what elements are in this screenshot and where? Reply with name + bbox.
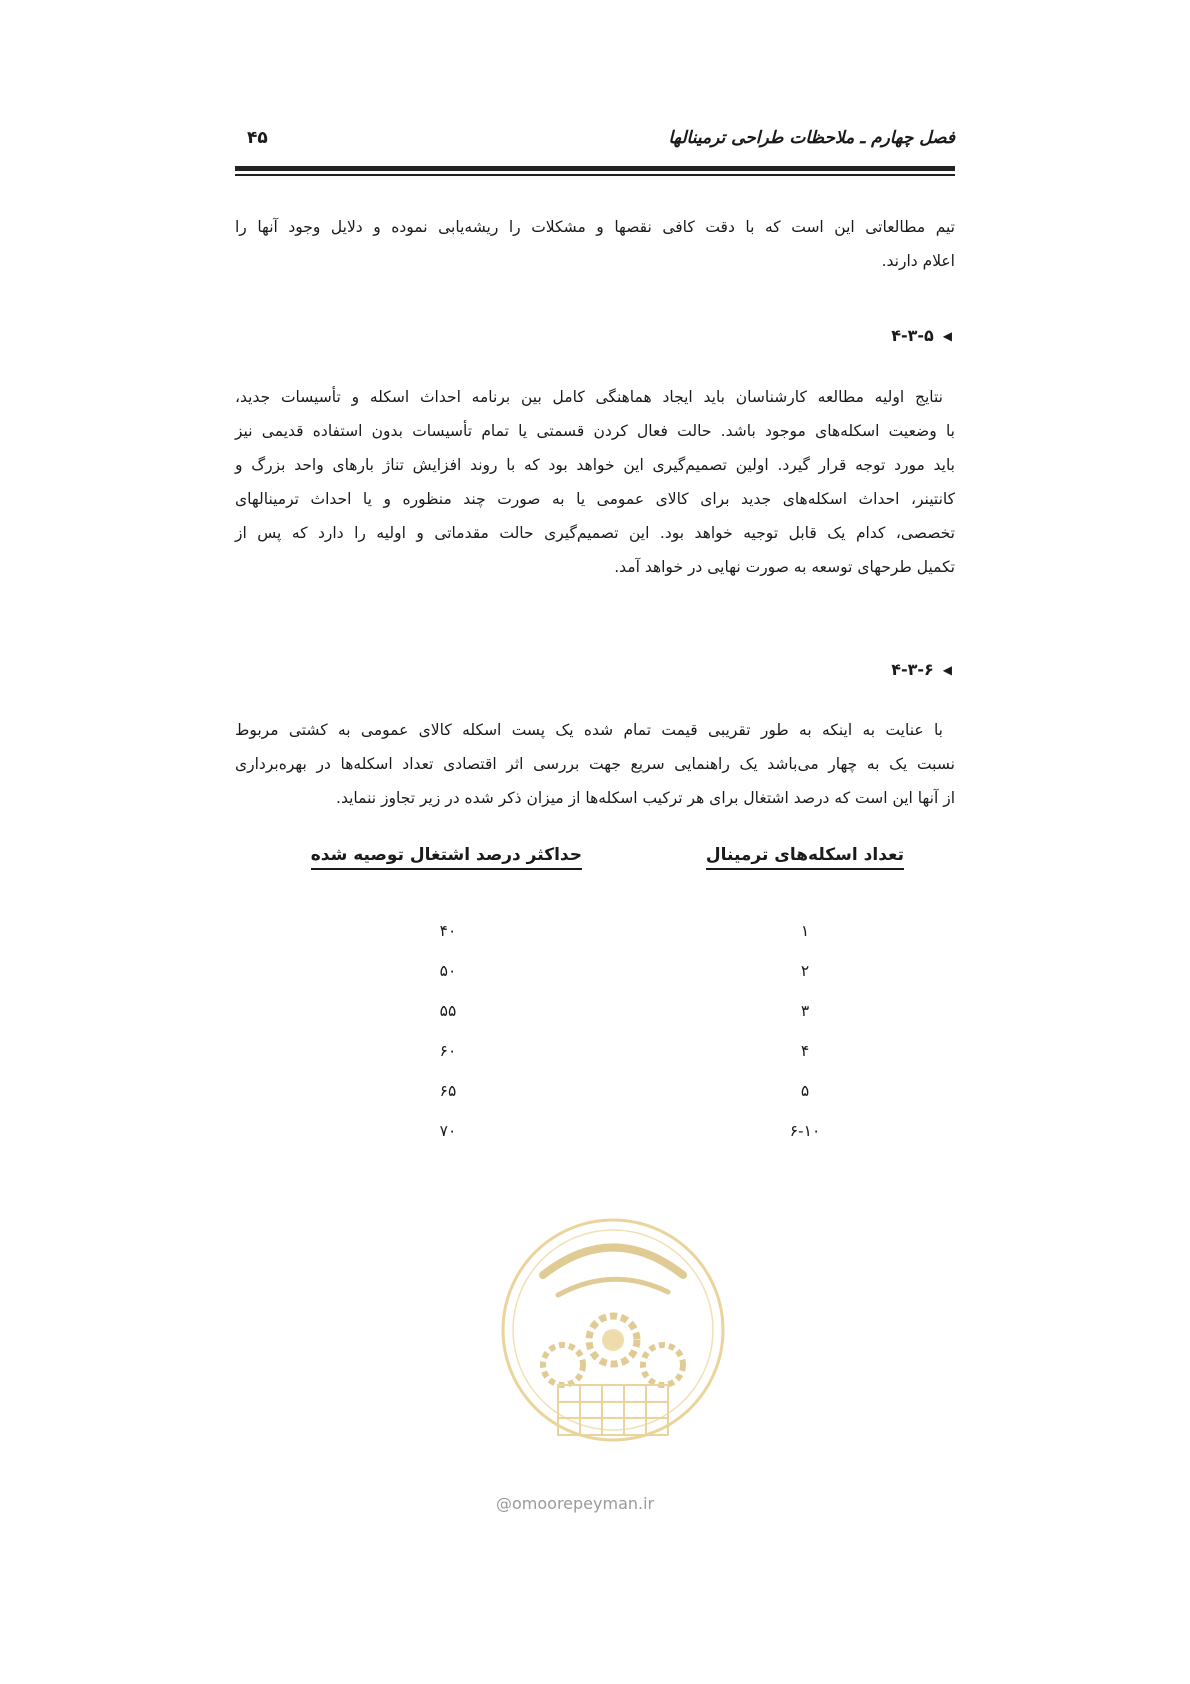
table-header-occupancy: حداکثر درصد اشتغال توصیه شده: [311, 845, 582, 870]
paragraph-line: تخصصی، کدام یک قابل توجیه خواهد بود. این تصمیم‌گیری حالت مقدماتی و اولیه را دارد که پس از: [235, 524, 955, 542]
triangle-bullet-icon: ◀: [942, 328, 952, 343]
berth-count-cell: ۶-۱۰: [789, 1122, 821, 1140]
watermark-url: @omoorepeyman.ir: [496, 1494, 655, 1513]
paragraph-line: کانتینر، احداث اسکله‌های جدید برای کالای عمومی یا به صورت چند منظوره و یا احداث ترمینالهای: [235, 490, 955, 508]
section-number: ۴-۳-۵: [891, 326, 934, 345]
occupancy-cell: ۶۰: [439, 1042, 457, 1060]
section-heading-1: [891, 326, 952, 345]
occupancy-cell: ۵۰: [439, 962, 457, 980]
berth-count-cell: ۲: [800, 962, 810, 980]
section-heading-2: [891, 660, 952, 679]
header-rule-thin: [235, 174, 955, 176]
berth-count-cell: ۳: [800, 1002, 810, 1020]
occupancy-cell: ۴۰: [439, 922, 457, 940]
section-1-paragraph: [235, 380, 955, 584]
berth-count-cell: ۴: [800, 1042, 810, 1060]
watermark-logo-icon: [488, 1180, 738, 1480]
paragraph-line: با عنایت به اینکه به طور تقریبی قیمت تمام شده یک پست اسکله کالای عمومی به کشتی مربوط: [235, 721, 943, 739]
running-header-title: فصل چهارم ـ ملاحظات طراحی ترمینالها: [668, 128, 955, 148]
section-2-paragraph: [235, 713, 955, 815]
page-number: ۴۵: [247, 128, 268, 148]
intro-line: تیم مطالعاتی این است که با دقت کافی نقصها و مشکلات را ریشه‌یابی نموده و دلایل وجود آنها را: [235, 218, 955, 236]
paragraph-line: از آنها این است که درصد اشتغال برای هر ترکیب اسکله‌ها از میزان ذکر شده در زیر تجاوز ننماید.: [336, 789, 955, 807]
intro-paragraph: [235, 210, 955, 278]
paragraph-line: تکمیل طرحهای توسعه به صورت نهایی در خواهد آمد.: [614, 558, 955, 576]
occupancy-cell: ۷۰: [439, 1122, 457, 1140]
table-header-berths: تعداد اسکله‌های ترمینال: [706, 845, 904, 870]
berth-count-cell: ۵: [800, 1082, 810, 1100]
paragraph-line: نسبت یک به چهار می‌باشد یک راهنمایی سریع جهت بررسی اثر اقتصادی تعداد اسکله‌ها در بهره‌برداری: [235, 755, 955, 773]
intro-line: اعلام دارند.: [881, 252, 955, 270]
triangle-bullet-icon: ◀: [942, 662, 952, 677]
paragraph-line: با وضعیت اسکله‌های موجود باشد. حالت فعال کردن قسمتی یا تمام تأسیسات بدون استفاده قدیمی نیز: [235, 422, 955, 440]
header-rule-thick: [235, 166, 955, 171]
occupancy-cell: ۵۵: [439, 1002, 457, 1020]
paragraph-line: نتایج اولیه مطالعه کارشناسان باید ایجاد هماهنگی کامل بین برنامه احداث اسکله و تأسیسات جدید،: [235, 388, 943, 406]
berth-count-cell: ۱: [800, 922, 810, 940]
section-number: ۴-۳-۶: [891, 660, 934, 679]
occupancy-cell: ۶۵: [439, 1082, 457, 1100]
paragraph-line: باید مورد توجه قرار گیرد. اولین تصمیم‌گیری این خواهد بود که با روند افزایش تناژ بارهای واحد بزرگ و: [235, 456, 955, 474]
